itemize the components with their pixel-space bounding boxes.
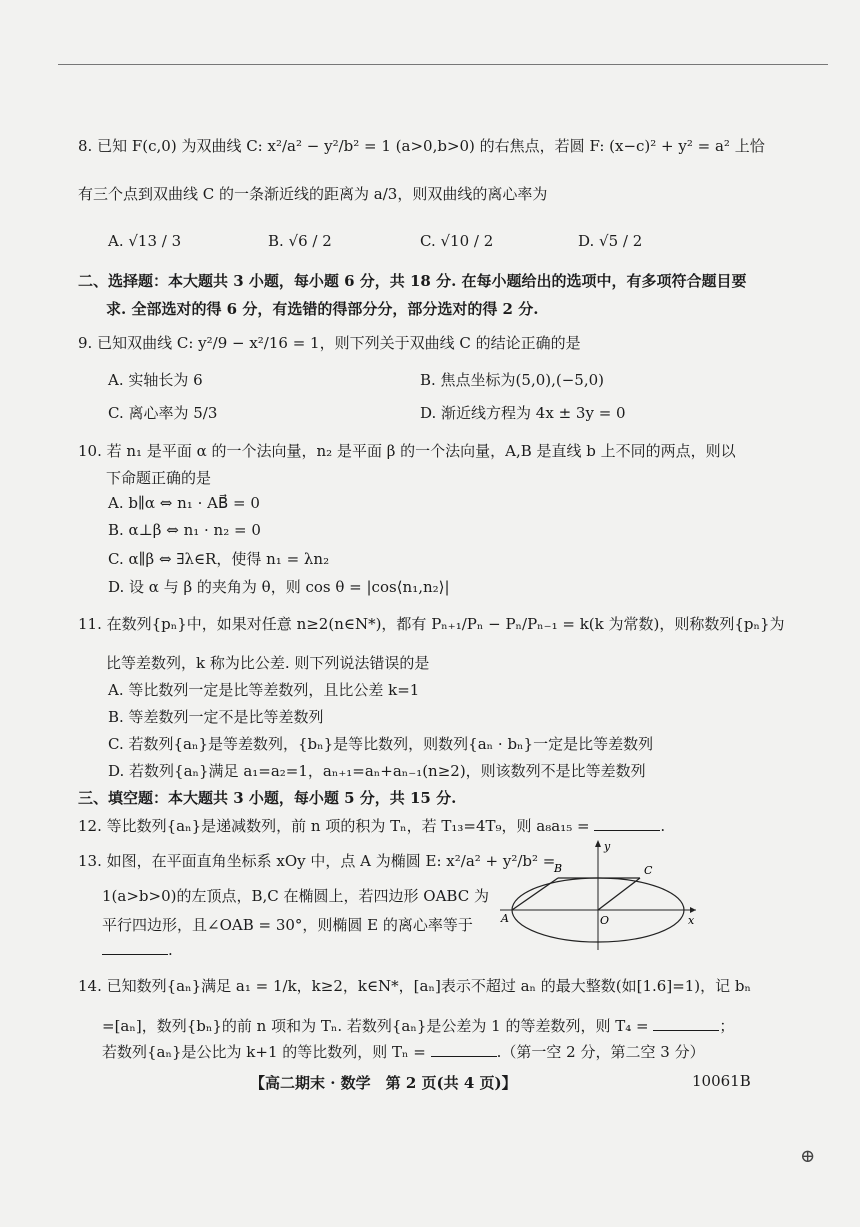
q10-option-a: A. b∥α ⇔ n₁ · AB⃗ = 0 [108,494,260,512]
label-b: B [554,862,563,875]
q13-answer-blank[interactable] [102,940,168,955]
q9-option-b: B. 焦点坐标为(5,0),(−5,0) [420,371,605,389]
q8-option-b: B. √6 / 2 [268,232,332,250]
q10-line2: 下命题正确的是 [106,469,212,487]
q11-option-a: A. 等比数列一定是比等差数列，且比公差 k=1 [108,681,420,699]
label-y: y [604,840,611,853]
label-x: x [688,914,695,927]
q11-option-b: B. 等差数列一定不是比等差数列 [108,708,324,726]
q8-option-a: A. √13 / 3 [108,232,182,250]
q11-line2: 比等差数列，k 称为比公差. 则下列说法错误的是 [106,654,430,672]
section3-heading: 三、填空题：本大题共 3 小题，每小题 5 分，共 15 分. [78,789,457,807]
section2-heading: 二、选择题：本大题共 3 小题，每小题 6 分，共 18 分. 在每小题给出的选项中，有多项符合题目要 [78,272,747,290]
segment-co [598,878,640,910]
q12-text: 12. 等比数列{aₙ}是递减数列，前 n 项的积为 Tₙ，若 T₁₃=4T₉，则 a₈a₁₅ = [78,817,590,835]
q13-line1: 13. 如图，在平面直角坐标系 xOy 中，点 A 为椭圆 E: x²/a² + y²/b² = [78,852,556,870]
registration-mark-icon: ⊕ [800,1146,816,1167]
q11-option-c: C. 若数列{aₙ}是等差数列，{bₙ}是等比数列，则数列{aₙ · bₙ}一定是比等差数列 [108,735,654,753]
q10-option-d: D. 设 α 与 β 的夹角为 θ，则 cos θ = |cos⟨n₁,n₂⟩| [108,578,450,596]
q10-line1: 10. 若 n₁ 是平面 α 的一个法向量，n₂ 是平面 β 的一个法向量，A,B 是直线 b 上不同的两点，则以 [78,442,736,460]
q8-line1: 8. 已知 F(c,0) 为双曲线 C: x²/a² − y²/b² = 1 (a>0,b>0) 的右焦点，若圆 F: (x−c)² + y² = a² 上恰 [78,137,765,155]
q13-line2: 1(a>b>0)的左顶点，B,C 在椭圆上，若四边形 OABC 为 [102,887,489,905]
exam-code: 10061B [692,1072,751,1090]
q14-line3-end: .（第一空 2 分，第二空 3 分） [496,1043,705,1061]
header-rule [58,64,828,65]
q11-line1: 11. 在数列{pₙ}中，如果对任意 n≥2(n∈N*)，都有 Pₙ₊₁/Pₙ − Pₙ/Pₙ₋₁ = k(k 为常数)，则称数列{pₙ}为 [78,615,785,633]
y-axis-arrow [595,840,601,847]
q8-option-c: C. √10 / 2 [420,232,494,250]
q11-option-d: D. 若数列{aₙ}满足 a₁=a₂=1，aₙ₊₁=aₙ+aₙ₋₁(n≥2)，则该数列不是比等差数列 [108,762,646,780]
q9-option-c: C. 离心率为 5/3 [108,404,218,422]
section2-heading-cont: 求. 全部选对的得 6 分，有选错的得部分分，部分选对的得 2 分. [106,300,539,318]
q14-answer-blank-1[interactable] [653,1016,719,1031]
label-a: A [501,912,509,925]
segment-ab [512,878,558,910]
q14-line2-text: =[aₙ]，数列{bₙ}的前 n 项和为 Tₙ. 若数列{aₙ}是公差为 1 的等差数列，则 T₄ = [102,1017,649,1035]
q13-line3: 平行四边形，且∠OAB = 30°，则椭圆 E 的离心率等于 [102,916,473,934]
q14-line3-text: 若数列{aₙ}是公比为 k+1 的等比数列，则 Tₙ = [102,1043,426,1061]
q13-end: . [168,941,173,959]
q9-option-d: D. 渐近线方程为 4x ± 3y = 0 [420,404,626,422]
q13-blank-line [102,940,173,959]
q8-line2: 有三个点到双曲线 C 的一条渐近线的距离为 a/3，则双曲线的离心率为 [78,185,548,203]
page-footer: 【高二期末 · 数学 第 2 页(共 4 页)】 [250,1074,517,1092]
ellipse-figure [498,838,708,958]
q8-option-d: D. √5 / 2 [578,232,643,250]
q14-line2-end: ； [719,1017,735,1035]
x-axis-arrow [690,907,696,913]
q10-option-b: B. α⊥β ⇔ n₁ · n₂ = 0 [108,521,261,539]
q14-answer-blank-2[interactable] [431,1042,497,1057]
q12-end: . [660,817,666,835]
q9-stem: 9. 已知双曲线 C: y²/9 − x²/16 = 1，则下列关于双曲线 C 的结论正确的是 [78,334,581,352]
q12-answer-blank[interactable] [594,816,660,831]
label-o: O [600,914,610,927]
q14-line1: 14. 已知数列{aₙ}满足 a₁ = 1/k，k≥2，k∈N*，[aₙ]表示不超过 aₙ 的最大整数(如[1.6]=1)，记 bₙ [78,977,752,995]
q14-line3 [102,1041,705,1062]
q10-option-c: C. α∥β ⇔ ∃λ∈R，使得 n₁ = λn₂ [108,550,330,568]
q12-stem [78,815,665,836]
q9-option-a: A. 实轴长为 6 [108,371,203,389]
q14-line2 [102,1015,734,1036]
label-c: C [644,864,653,877]
